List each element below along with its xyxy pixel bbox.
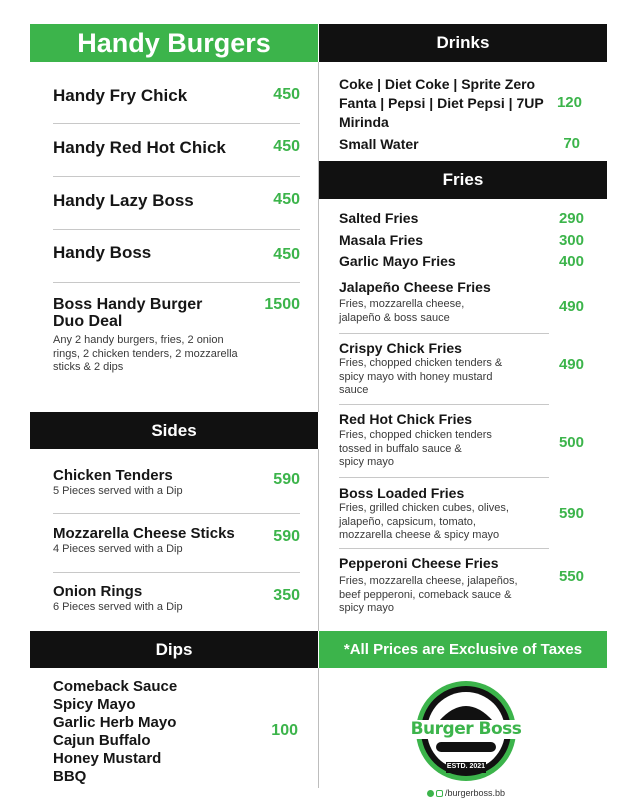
list-item: Comeback Sauce [53,678,178,695]
item-name: Jalapeño Cheese Fries [339,279,491,295]
list-item: Cajun Buffalo [53,732,151,749]
divider [339,548,549,549]
social-handle [427,788,505,798]
item-price: 1500 [264,296,300,313]
item-price: 350 [273,587,300,604]
column-divider [318,449,319,631]
item-name: Pepperoni Cheese Fries [339,555,499,571]
item-price: 400 [558,253,584,270]
logo-est-text: ESTD. 2021 [446,763,486,770]
water-price: 70 [563,135,580,152]
divider [53,282,300,283]
facebook-icon [427,790,434,797]
dips-price: 100 [271,722,298,739]
list-item: Honey Mustard [53,750,162,767]
fries-header [319,161,607,199]
logo-brand-text: Burger Boss [410,719,522,739]
item-name: Mozzarella Cheese Sticks [53,525,235,542]
social-handle-text: /burgerboss.bb [445,788,506,798]
list-item: Masala Fries [339,231,424,248]
tax-note: *All Prices are Exclusive of Taxes [343,641,583,658]
item-price: 300 [558,231,584,249]
item-price: 450 [273,191,300,208]
item-name: Crispy Chick Fries [339,340,462,356]
column-divider [318,62,319,412]
dips-header [30,631,318,668]
item-description: Any 2 handy burgers, fries, 2 onion rings, 2 chicken tenders, 2 mozzarella sticks & 2 dips [53,334,238,373]
item-description: Fries, chopped chicken tenders tossed in buffalo sauce & spicy mayo [339,429,492,468]
item-price: 450 [273,246,300,263]
logo [406,677,526,787]
divider [339,477,549,478]
item-name: Handy Fry Chick [53,86,188,105]
divider [53,572,300,573]
item-price: 550 [558,568,584,585]
item-price: 490 [558,298,584,315]
item-price: 290 [558,210,584,227]
soft-drinks-list: Coke | Diet Coke | Sprite Zero Fanta | Pepsi | Diet Pepsi | 7UP Mirinda [339,76,544,130]
item-name: Handy Boss [53,243,152,262]
instagram-icon [436,790,443,797]
item-description: Fries, mozzarella cheese, jalapeños, beef pepperoni, comeback sauce & spicy mayo [339,575,518,614]
item-description: Fries, mozzarella cheese, jalapeño & boss sauce [339,298,465,324]
item-price: 450 [273,86,300,103]
sides-header [30,412,318,449]
simple-fries-names [339,208,456,273]
divider [339,333,549,334]
item-name: Boss Handy Burger Duo Deal [53,296,203,330]
divider [53,229,300,230]
item-description: 5 Pieces served with a Dip [53,485,183,497]
item-name: Handy Red Hot Chick [53,138,226,157]
tax-note-banner [319,631,607,668]
item-name: Onion Rings [53,583,143,600]
item-price: 450 [273,138,300,155]
item-name: Red Hot Chick Fries [339,411,473,427]
divider [53,513,300,514]
item-description: Fries, chopped chicken tenders & spicy mayo with honey mustard sauce [339,357,503,396]
fries-title: Fries [442,170,484,189]
item-price: 490 [558,356,584,373]
sides-title: Sides [151,420,197,440]
column-divider [318,668,319,788]
item-price: 590 [273,471,300,488]
item-price: 500 [558,434,584,451]
burgers-title: Handy Burgers [77,27,271,58]
simple-fries-prices [534,208,584,273]
drinks-title: Drinks [436,33,490,52]
drinks-header [319,24,607,62]
divider [53,123,300,124]
item-price: 590 [273,528,300,545]
dips-title: Dips [155,639,193,659]
item-description: Fries, grilled chicken cubes, olives, jalapeño, capsicum, tomato, mozzarella cheese & spicy mayo [339,502,509,541]
divider [53,176,300,177]
item-description: 4 Pieces served with a Dip [53,543,183,555]
list-item: BBQ [53,768,87,785]
item-description: 6 Pieces served with a Dip [53,601,183,613]
burgers-header [30,24,318,62]
divider [339,404,549,405]
soft-drinks-price: 120 [556,94,582,111]
item-name: Boss Loaded Fries [339,485,465,501]
list-item: Garlic Mayo Fries [339,253,456,269]
item-name: Handy Lazy Boss [53,191,194,210]
water-name: Small Water [339,136,419,152]
item-price: 590 [558,505,584,522]
list-item: Salted Fries [339,210,419,226]
list-item: Spicy Mayo [53,696,136,713]
item-name: Chicken Tenders [53,467,173,484]
list-item: Garlic Herb Mayo [53,714,177,731]
dips-list [53,678,177,786]
